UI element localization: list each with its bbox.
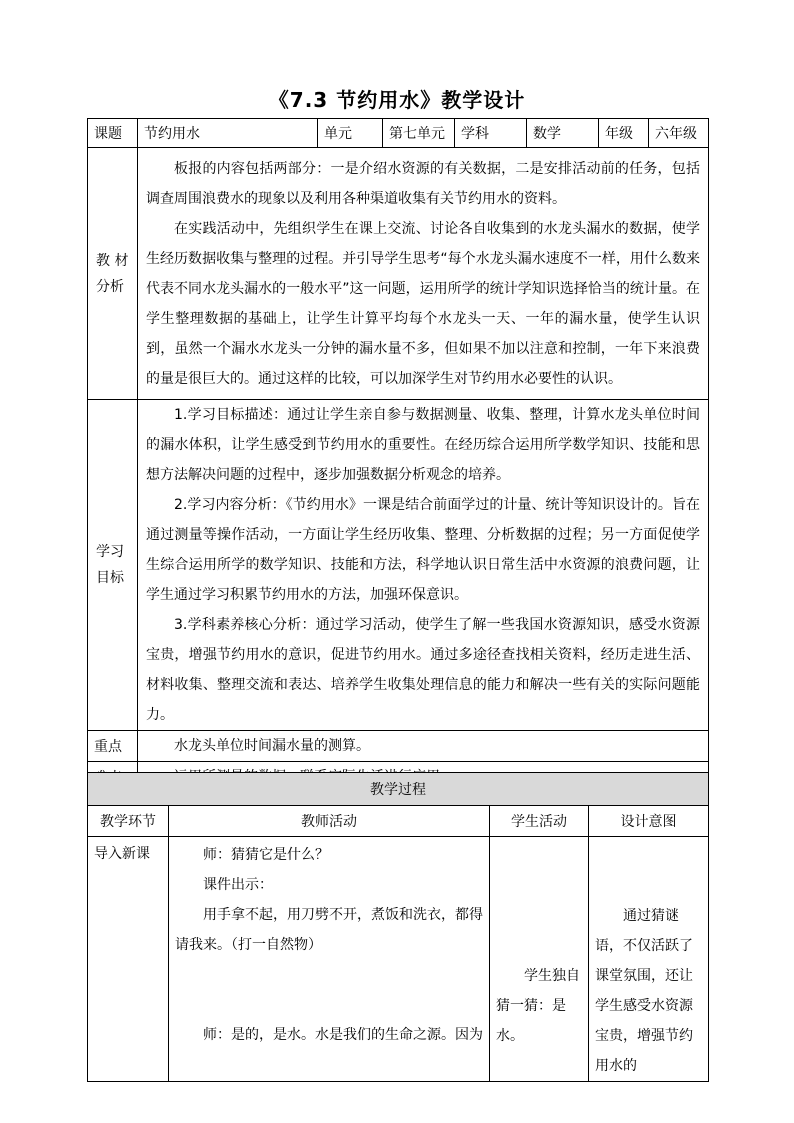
teacher-line: 师：是的，是水。水是我们的生命之源。因为 (203, 1027, 483, 1043)
objective-paragraph: 3.学科素养核心分析：通过学习活动，使学生了解一些我国水资源知识，感受水资源宝贵，增强节约用水的意识，促进节约用水。通过多途径查找相关资料，经历走进生活、材料收集、整理交流和表达、培养学生收集处理信息的能力和解决一些有关的实际问题能力。 (146, 617, 700, 723)
lesson-info-table (87, 118, 709, 793)
unit-label: 单元 (318, 119, 383, 148)
material-analysis-row (88, 148, 709, 400)
process-row-intro (88, 837, 709, 1082)
material-paragraph: 在实践活动中，先组织学生在课上交流、讨论各自收集到的水龙头漏水的数据，使学生经历数据收集与整理的过程。并引导学生思考“每个水龙头漏水速度不一样，用什么数来代表不同水龙头漏水的一般水平”这一问题，运用所学的统计学知识选择恰当的统计量。在学生整理数据的基础上，让学生计算平均每个水龙头一天、一年的漏水量，使学生认识到，虽然一个漏水水龙头一分钟的漏水量不多，但如果不加以注意和控制，一年下来浪费的量是很巨大的。通过这样的比较，可以加深学生对节约用水必要性的认识。 (146, 220, 700, 387)
process-column-header-row (88, 806, 709, 837)
col-student: 学生活动 (490, 806, 589, 837)
subject-value: 数学 (527, 119, 599, 148)
student-activity-text: 学生独自猜一猜：是水。 (496, 968, 580, 1044)
topic-value: 节约用水 (138, 119, 318, 148)
learning-objectives-label: 学习 目标 (88, 400, 138, 731)
design-intent-cell (589, 837, 709, 1082)
col-intent: 设计意图 (589, 806, 709, 837)
teacher-line: 师：猜猜它是什么？ (203, 847, 329, 863)
teacher-line: 用手拿不起，用刀劈不开，煮饭和洗衣，都得请我来。（打一自然物） (175, 907, 483, 953)
objective-paragraph: 2.学习内容分析：《节约用水》一课是结合前面学过的计量、统计等知识设计的。旨在通过测量等操作活动，一方面让学生经历收集、整理、分析数据的过程；另一方面促使学生综合运用所学的数学知识、技能和方法，科学地认识日常生活中水资源的浪费问题，让学生通过学习积累节约用水的方法，加强环保意识。 (146, 497, 700, 603)
subject-label: 学科 (455, 119, 527, 148)
learning-objectives-content (138, 400, 709, 731)
key-point-row (88, 731, 709, 762)
teacher-activity-cell (169, 837, 490, 1082)
teaching-process-table (87, 772, 709, 1082)
grade-value: 六年级 (649, 119, 709, 148)
col-teacher: 教师活动 (169, 806, 490, 837)
document-title: 《7.3 节约用水》教学设计 (268, 88, 526, 112)
learning-objectives-row (88, 400, 709, 731)
header-row (88, 119, 709, 148)
material-analysis-content (138, 148, 709, 400)
process-header: 教学过程 (88, 773, 709, 806)
col-stage: 教学环节 (88, 806, 169, 837)
key-point-label: 重点 (88, 731, 138, 762)
design-intent-text: 通过猜谜语，不仅活跃了课堂氛围，还让学生感受水资源宝贵，增强节约用水的 (595, 908, 693, 1074)
topic-label: 课题 (88, 119, 138, 148)
key-point-value: 水龙头单位时间漏水量的测算。 (138, 731, 709, 762)
grade-label: 年级 (599, 119, 649, 148)
material-paragraph: 板报的内容包括两部分：一是介绍水资源的有关数据，二是安排活动前的任务，包括调查周围浪费水的现象以及利用各种渠道收集有关节约用水的资料。 (146, 160, 700, 207)
student-activity-cell (490, 837, 589, 1082)
unit-value: 第七单元 (383, 119, 455, 148)
stage-cell: 导入新课 (88, 837, 169, 1082)
material-analysis-label: 教 材 分析 (88, 148, 138, 400)
objective-paragraph: 1.学习目标描述：通过让学生亲自参与数据测量、收集、整理，计算水龙头单位时间的漏水体积，让学生感受到节约用水的重要性。在经历综合运用所学数学知识、技能和思想方法解决问题的过程中，逐步加强数据分析观念的培养。 (146, 407, 700, 483)
teacher-line: 课件出示： (203, 877, 273, 893)
process-header-row (88, 773, 709, 806)
